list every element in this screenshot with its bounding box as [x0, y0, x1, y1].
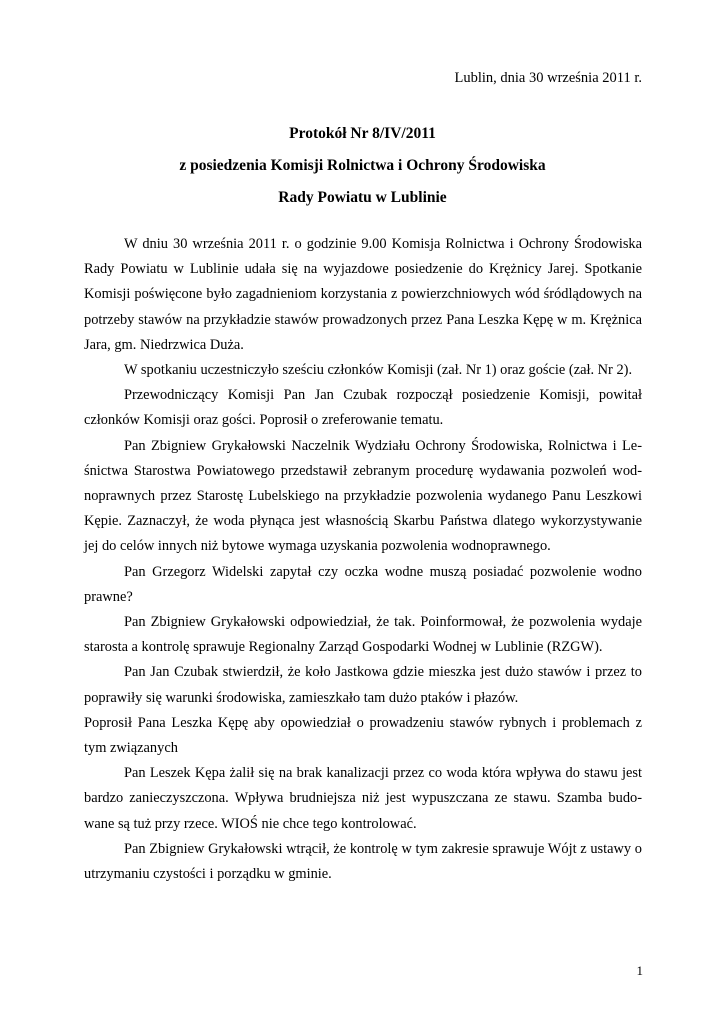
paragraph: Pan Grzegorz Widelski zapytał czy oczka wodne muszą posiadać pozwolenie wodno prawne?	[84, 563, 642, 605]
title-line-meeting: z posiedzenia Komisji Rolnictwa i Ochrony Środowiska	[179, 157, 546, 174]
paragraph: Przewodniczący Komisji Pan Jan Czubak rozpoczął posiedzenie Komisji, powitał członków Komisji oraz gości. Poprosił o zreferowanie tematu.	[84, 387, 642, 429]
date-line: Lublin, dnia 30 września 2011 r.	[454, 70, 642, 86]
paragraph: W spotkaniu uczestniczyło sześciu członków Komisji (zał. Nr 1) oraz goście (zał. Nr 2).	[124, 362, 633, 379]
paragraph: W dniu 30 września 2011 r. o godzinie 9.00 Komisja Rolnictwa i Ochrony Środowiska Rady Powiatu w Lublinie udała się na wyjazdowe posiedzenie do Krężnicy Jarej. Spotkanie Komisji poświęcone było zagadnieniom korzystania z powierzchniowych wód śródlądowych na potrzeby stawów na przykładzie stawów prowadzonych przez Pana Leszka Kępę w m. Krężnica Jara, gm. Niedrzwica Duża.	[84, 236, 642, 353]
paragraph: Pan Jan Czubak stwierdził, że koło Jastkowa gdzie mieszka jest dużo stawów i przez to poprawiły się warunki środowiska, zamieszkało tam dużo ptaków i płazów.	[84, 664, 642, 706]
paragraph: Pan Leszek Kępa żalił się na brak kanalizacji przez co woda która wpływa do stawu jest bardzo zanieczyszczona. Wpływa brudniejsza niż jest wypuszczana ze stawu. Szamba budo-wane są tuż przy rzece. WIOŚ nie chce tego kontrolować.	[84, 765, 642, 832]
title-line-protocol: Protokół Nr 8/IV/2011	[289, 125, 436, 142]
paragraph: Pan Zbigniew Grykałowski Naczelnik Wydziału Ochrony Środowiska, Rolnictwa i Le-śnictwa Starostwa Powiatowego przedstawił zebranym procedurę wydawania pozwoleń wod-noprawnych przez Starostę Lubelskiego na przykładzie pozwolenia wydanego Panu Leszkowi Kępie. Zaznaczył, że woda płynąca jest własnością Skarbu Państwa dlatego wykorzystywanie jej do celów innych niż bytowe wymaga uzyskania pozwolenia wodnoprawnego.	[84, 437, 642, 555]
paragraph: Pan Zbigniew Grykałowski odpowiedział, że tak. Poinformował, że pozwolenia wydaje starosta a kontrolę sprawuje Regionalny Zarząd Gospodarki Wodnej w Lublinie (RZGW).	[84, 614, 642, 656]
paragraph: Pan Zbigniew Grykałowski wtrącił, że kontrolę w tym zakresie sprawuje Wójt z ustawy o utrzymaniu czystości i porządku w gminie.	[84, 840, 642, 883]
paragraph: Poprosił Pana Leszka Kępę aby opowiedział o prowadzeniu stawów rybnych i problemach z tym związanych	[84, 714, 642, 757]
document-body	[84, 232, 642, 887]
document-title	[0, 118, 725, 214]
page-number: 1	[636, 963, 643, 978]
title-line-council: Rady Powiatu w Lublinie	[278, 189, 447, 206]
